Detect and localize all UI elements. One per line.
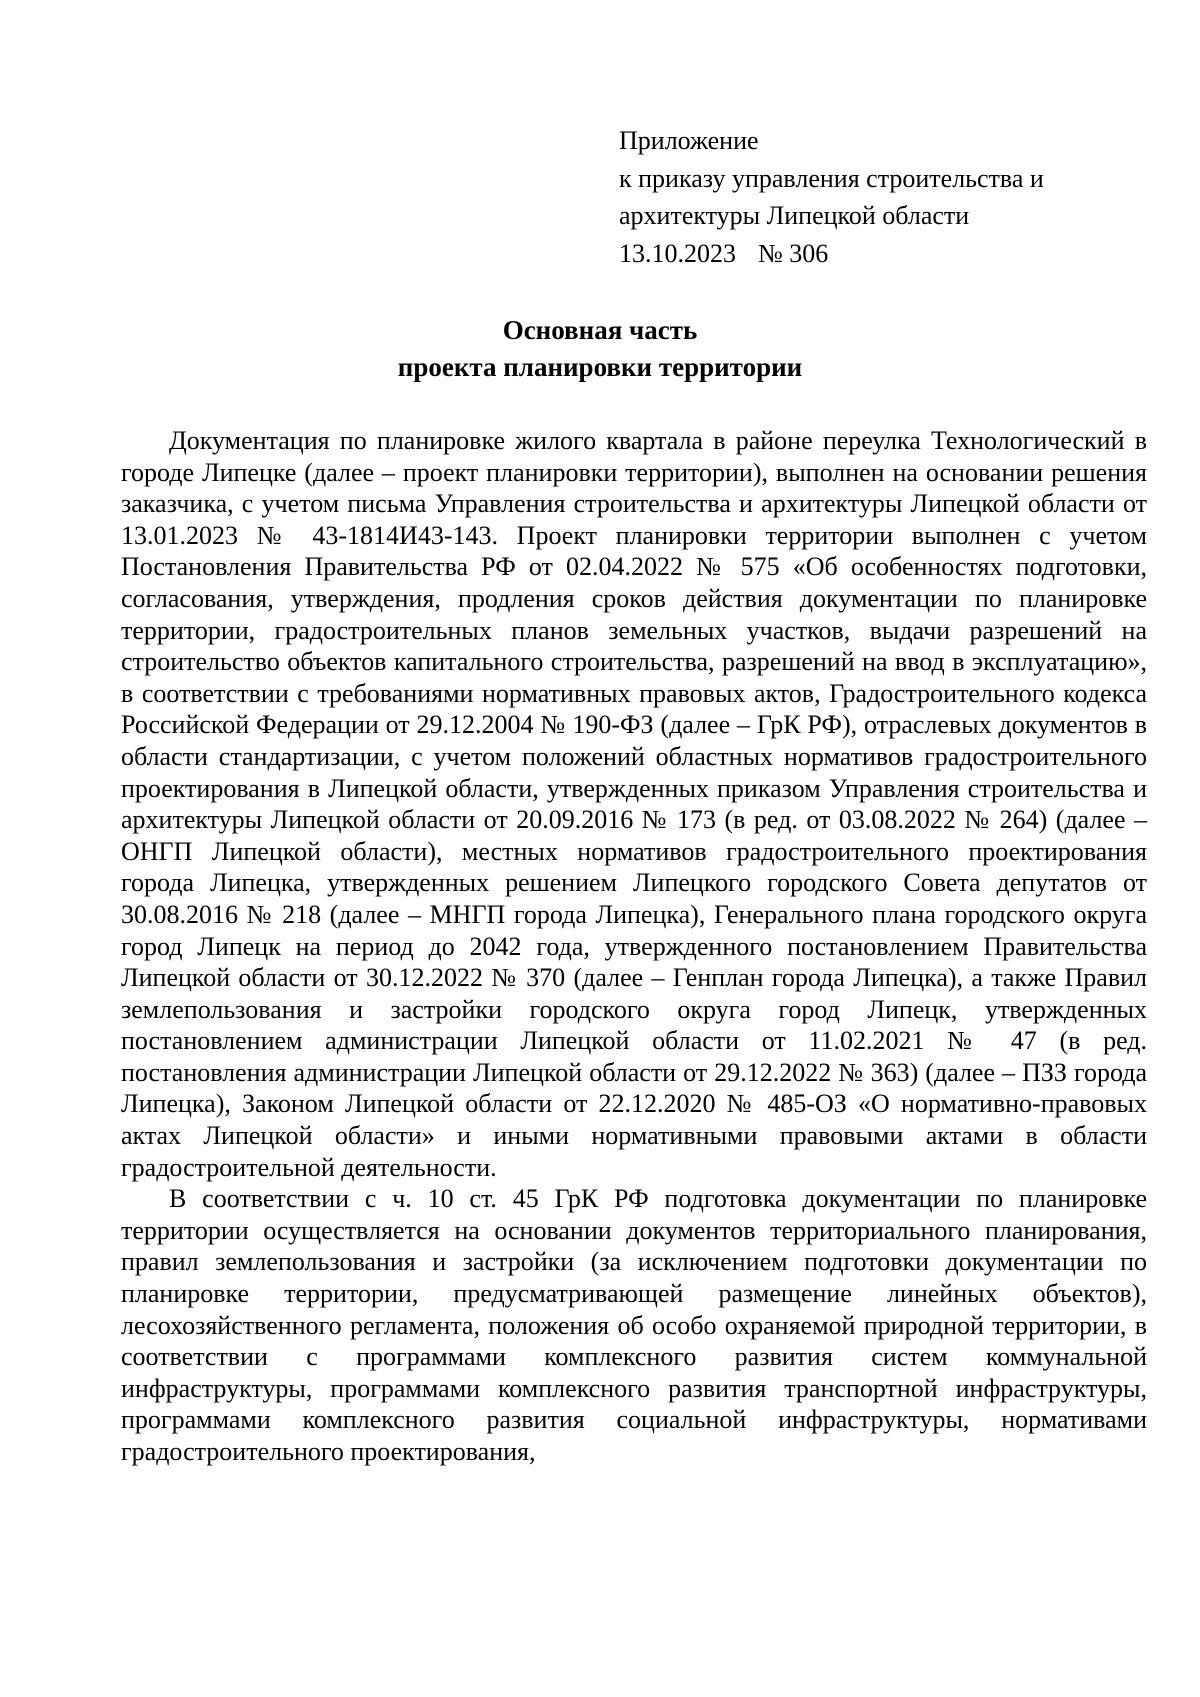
appendix-authority-line: архитектуры Липецкой области [619,201,970,230]
body-paragraph-2: В соответствии с ч. 10 ст. 45 ГрК РФ подготовка документации по планировке территории осуществляется на основании документов территориального планирования, правил землепользования и застройки (за исключением подготовки документации по планировке территории, предусматривающей размещение линейных объектов), лесохозяйственного регламента, положения об особо охраняемой природной территории, в соответствии с программами комплексного развития систем коммунальной инфраструктуры, программами комплексного развития транспортной инфраструктуры, программами комплексного развития социальной инфраструктуры, нормативами градостроительного проектирования, [121,1184,1147,1466]
order-number: № 306 [758,238,829,268]
appendix-block [619,122,1159,272]
document-body [121,425,1147,1468]
title-line-1: Основная часть [502,315,698,345]
appendix-date-number [619,235,1159,273]
document-title [0,312,1200,386]
body-paragraph-1: Документация по планировке жилого квартала в районе переулка Технологический в городе Липецке (далее – проект планировки территории), выполнен на основании решения заказчика, с учетом письма Управления строительства и архитектуры Липецкой области от 13.01.2023 № 43-1814И43-143. Проект планировки территории выполнен с учетом Постановления Правительства РФ от 02.04.2022 № 575 «Об особенностях подготовки, согласования, утверждения, продления сроков действия документации по планировке территории, градостроительных планов земельных участков, выдачи разрешений на строительство объектов капитального строительства, разрешений на ввод в эксплуатацию», в соответствии с требованиями нормативных правовых актов, Градостроительного кодекса Российской Федерации от 29.12.2004 № 190-ФЗ (далее – ГрК РФ), отраслевых документов в области стандартизации, с учетом положений областных нормативов градостроительного проектирования в Липецкой области, утвержденных приказом Управления строительства и архитектуры Липецкой области от 20.09.2016 № 173 (в ред. от 03.08.2022 № 264) (далее – ОНГП Липецкой области), местных нормативов градостроительного проектирования города Липецка, утвержденных решением Липецкого городского Совета депутатов от 30.08.2016 № 218 (далее – МНГП города Липецка), Генерального плана городского округа город Липецк на период до 2042 года, утвержденного постановлением Правительства Липецкой области от 30.12.2022 № 370 (далее – Генплан города Липецка), а также Правил землепользования и застройки городского округа город Липецк, утвержденных постановлением администрации Липецкой области от 11.02.2021 № 47 (в ред. постановления администрации Липецкой области от 29.12.2022 № 363) (далее – ПЗЗ города Липецка), Законом Липецкой области от 22.12.2020 № 485-ОЗ «О нормативно-правовых актах Липецкой области» и иными нормативными правовыми актами в области градостроительной деятельности. [121,426,1147,1182]
appendix-heading: Приложение [619,126,759,155]
order-date: 13.10.2023 [619,238,736,268]
title-line-2: проекта планировки территории [397,352,803,382]
appendix-order-line: к приказу управления строительства и [619,163,1044,193]
